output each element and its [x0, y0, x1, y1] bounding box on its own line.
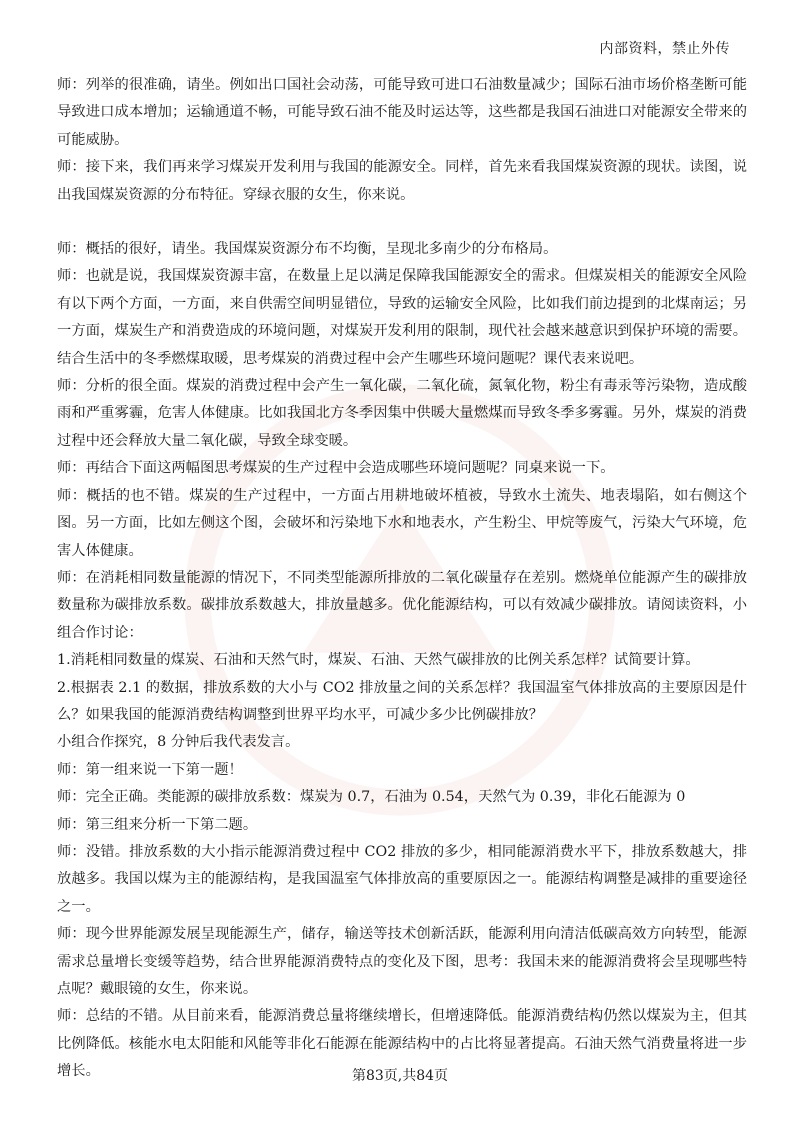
paragraph: 小组合作探究，8 分钟后我代表发言。 [57, 734, 300, 751]
paragraph: 师：第三组来分析一下第二题。 [57, 816, 258, 833]
paragraph: 师：第一组来说一下第一题！ [57, 761, 243, 778]
paragraph: 师：接下来，我们再来学习煤炭开发利用与我国的能源安全。同样，首先来看我国煤炭资源的现状。读图，说出我国煤炭资源的分布特征。穿绿衣服的女生，你来说。 [57, 159, 747, 203]
page-number: 第83页,共84页 [351, 1068, 449, 1084]
paragraph: 师：概括的很好，请坐。我国煤炭资源分布不均衡，呈现北多南少的分布格局。 [57, 241, 558, 258]
paragraph: 师：没错。排放系数的大小指示能源消费过程中 CO2 排放的多少，相同能源消费水平下，排放系数越大，排放越多。我国以煤为主的能源结构，是我国温室气体排放高的重要原因之一。能源结构调整是减排的重要途径之一。 [57, 843, 747, 915]
paragraph: 师：现今世界能源发展呈现能源生产，储存，输送等技术创新活跃，能源利用向清洁低碳高效方向转型，能源需求总量增长变缓等趋势，结合世界能源消费特点的变化及下图，思考：我国未来的能源消费将会呈现哪些特点呢？戴眼镜的女生，你来说。 [57, 926, 747, 997]
paragraph: 师：概括的也不错。煤炭的生产过程中，一方面占用耕地破坏植被，导致水土流失、地表塌陷，如右侧这个图。另一方面，比如左侧这个图，会破坏和污染地下水和地表水，产生粉尘、甲烷等废气，污染大气环境，危害人体健康。 [57, 487, 747, 559]
paragraph: 师：列举的很准确，请坐。例如出口国社会动荡，可能导致可进口石油数量减少；国际石油市场价格垄断可能导致进口成本增加；运输通道不畅，可能导致石油不能及时运达等，这些都是我国石油进口对能源安全带来的可能威胁。 [57, 77, 747, 148]
paragraph: 师：总结的不错。从目前来看，能源消费总量将继续增长，但增速降低。能源消费结构仍然以煤炭为主，但其比例降低。核能水电太阳能和风能等非化石能源在能源结构中的占比将显著提高。石油天然气消费量将进一步增长。 [57, 1008, 747, 1080]
question-2: 2.根据表 2.1 的数据，排放系数的大小与 CO2 排放量之间的关系怎样？我国温室气体排放高的主要原因是什么？如果我国的能源消费结构调整到世界平均水平，可减少多少比例碳排放？ [57, 679, 747, 723]
question-1: 1.消耗相同数量的煤炭、石油和天然气时，煤炭、石油、天然气碳排放的比例关系怎样？试简要计算。 [57, 652, 700, 669]
blank-line [57, 209, 747, 236]
paragraph: 师：分析的很全面。煤炭的消费过程中会产生一氧化碳，二氧化硫，氮氧化物，粉尘有毒汞等污染物，造成酸雨和严重雾霾，危害人体健康。比如我国北方冬季因集中供暖大量燃煤而导致冬季多雾霾。另外，煤炭的消费过程中还会释放大量二氧化碳，导致全球变暖。 [57, 378, 747, 449]
paragraph: 师：也就是说，我国煤炭资源丰富，在数量上足以满足保障我国能源安全的需求。但煤炭相关的能源安全风险有以下两个方面，一方面，来自供需空间明显错位，导致的运输安全风险，比如我们前边提到的北煤南运；另一方面，煤炭生产和消费造成的环境问题，对煤炭开发利用的限制，现代社会越来越意识到保护环境的需要。结合生活中的冬季燃煤取暖，思考煤炭的消费过程中会产生哪些环境问题呢？课代表来说吧。 [57, 268, 747, 367]
paragraph: 师：在消耗相同数量能源的情况下，不同类型能源所排放的二氧化碳量存在差别。燃烧单位能源产生的碳排放数量称为碳排放系数。碳排放系数越大，排放量越多。优化能源结构，可以有效减少碳排放。请阅读资料，小组合作讨论： [57, 569, 747, 641]
paragraph: 师：完全正确。类能源的碳排放系数：煤炭为 0.7，石油为 0.54，天然气为 0.39，非化石能源为 0 [57, 789, 686, 806]
paragraph: 师：再结合下面这两幅图思考煤炭的生产过程中会造成哪些环境问题呢？同桌来说一下。 [57, 460, 615, 477]
document-body [57, 72, 747, 1086]
confidential-note: 内部资料，禁止外传 [599, 41, 730, 57]
